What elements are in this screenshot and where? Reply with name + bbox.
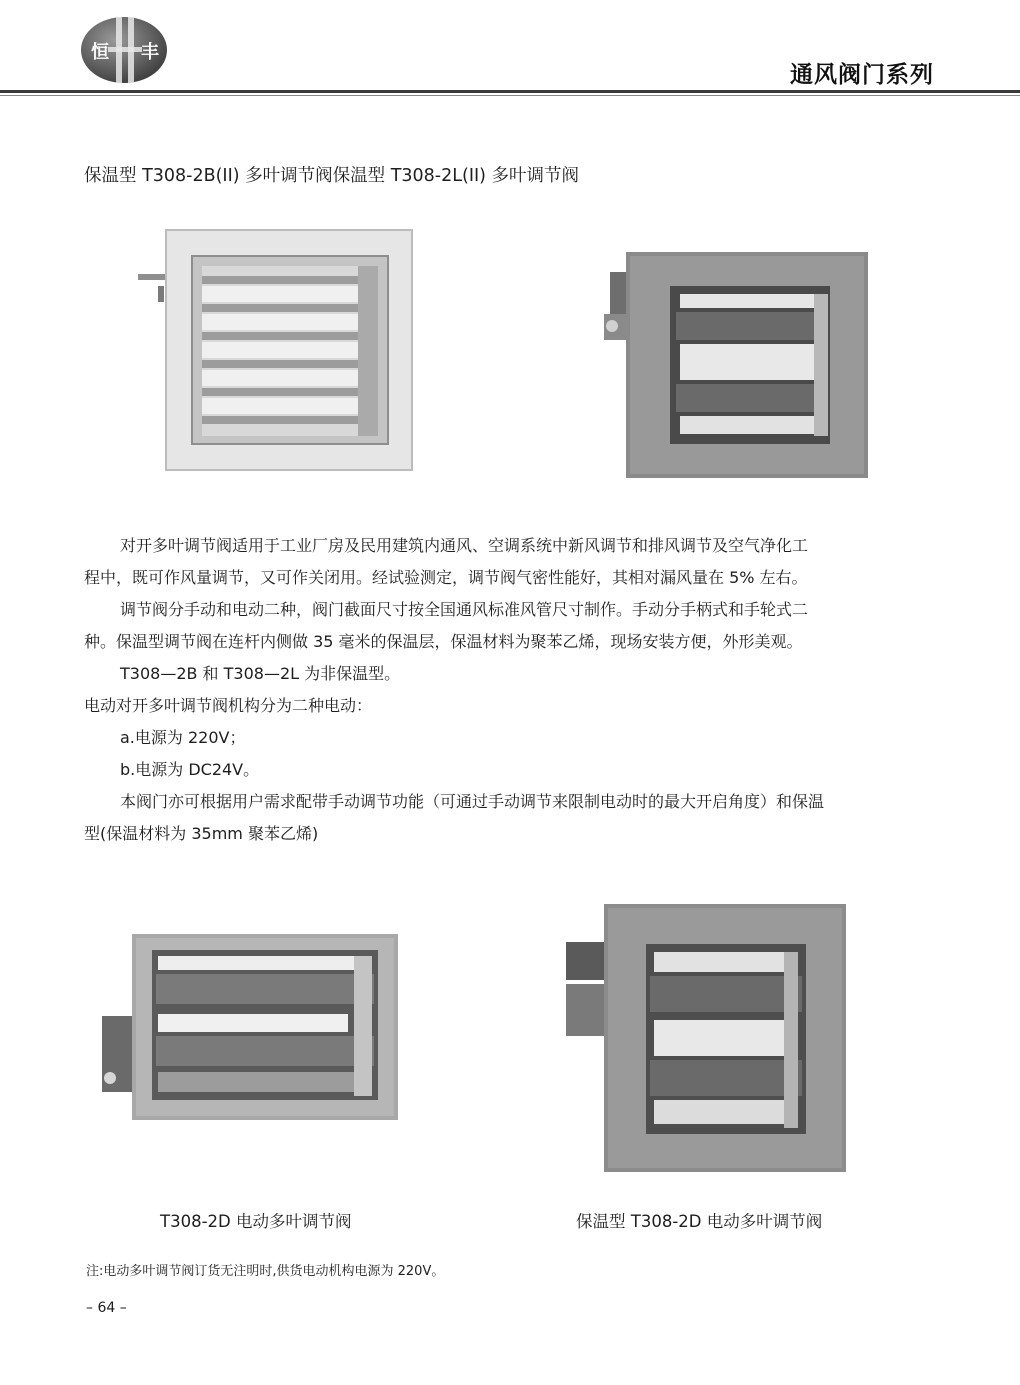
product-photo-t308-2b: [132, 226, 418, 474]
section-title: 通风阀门系列: [790, 61, 934, 88]
list-item: a.电源为 220V；: [120, 728, 246, 747]
svg-text:丰: 丰: [141, 42, 159, 63]
page-number: – 64 –: [86, 1300, 127, 1316]
description-paragraph: 型(保温材料为 35mm 聚苯乙烯): [84, 824, 319, 843]
product-photo-t308-2d-insulated: [562, 900, 850, 1176]
product-description: [84, 530, 940, 850]
footnote: 注:电动多叶调节阀订货无注明时,供货电动机构电源为 220V。: [86, 1264, 445, 1279]
svg-text:恒: 恒: [91, 42, 109, 63]
description-paragraph: 本阀门亦可根据用户需求配带手动调节功能（可通过手动调节来限制电动时的最大开启角度）和保温: [120, 792, 825, 811]
header-divider: [0, 90, 1020, 93]
header-divider-thin: [0, 95, 1020, 96]
description-paragraph: T308—2B 和 T308—2L 为非保温型。: [120, 664, 401, 683]
caption-right: 保温型 T308-2D 电动多叶调节阀: [576, 1212, 823, 1231]
description-paragraph: 电动对开多叶调节阀机构分为二种电动：: [84, 696, 373, 715]
list-item: b.电源为 DC24V。: [120, 760, 260, 779]
product-photo-t308-2l: [600, 248, 872, 480]
product-photo-t308-2d: [98, 930, 402, 1122]
product-title: 保温型 T308-2B(II) 多叶调节阀保温型 T308-2L(II) 多叶调节阀: [84, 166, 580, 186]
description-paragraph: 对开多叶调节阀适用于工业厂房及民用建筑内通风、空调系统中新风调节和排风调节及空气净化工: [120, 536, 809, 555]
description-paragraph: 种。保温型调节阀在连杆内侧做 35 毫米的保温层，保温材料为聚苯乙烯，现场安装方便，外形美观。: [84, 632, 803, 651]
description-paragraph: 程中，既可作风量调节，又可作关闭用。经试验测定，调节阀气密性能好，其相对漏风量在 5% 左右。: [84, 568, 808, 587]
brand-logo: [78, 14, 170, 86]
description-paragraph: 调节阀分手动和电动二种，阀门截面尺寸按全国通风标准风管尺寸制作。手动分手柄式和手轮式二: [120, 600, 809, 619]
caption-left: T308-2D 电动多叶调节阀: [160, 1212, 352, 1231]
